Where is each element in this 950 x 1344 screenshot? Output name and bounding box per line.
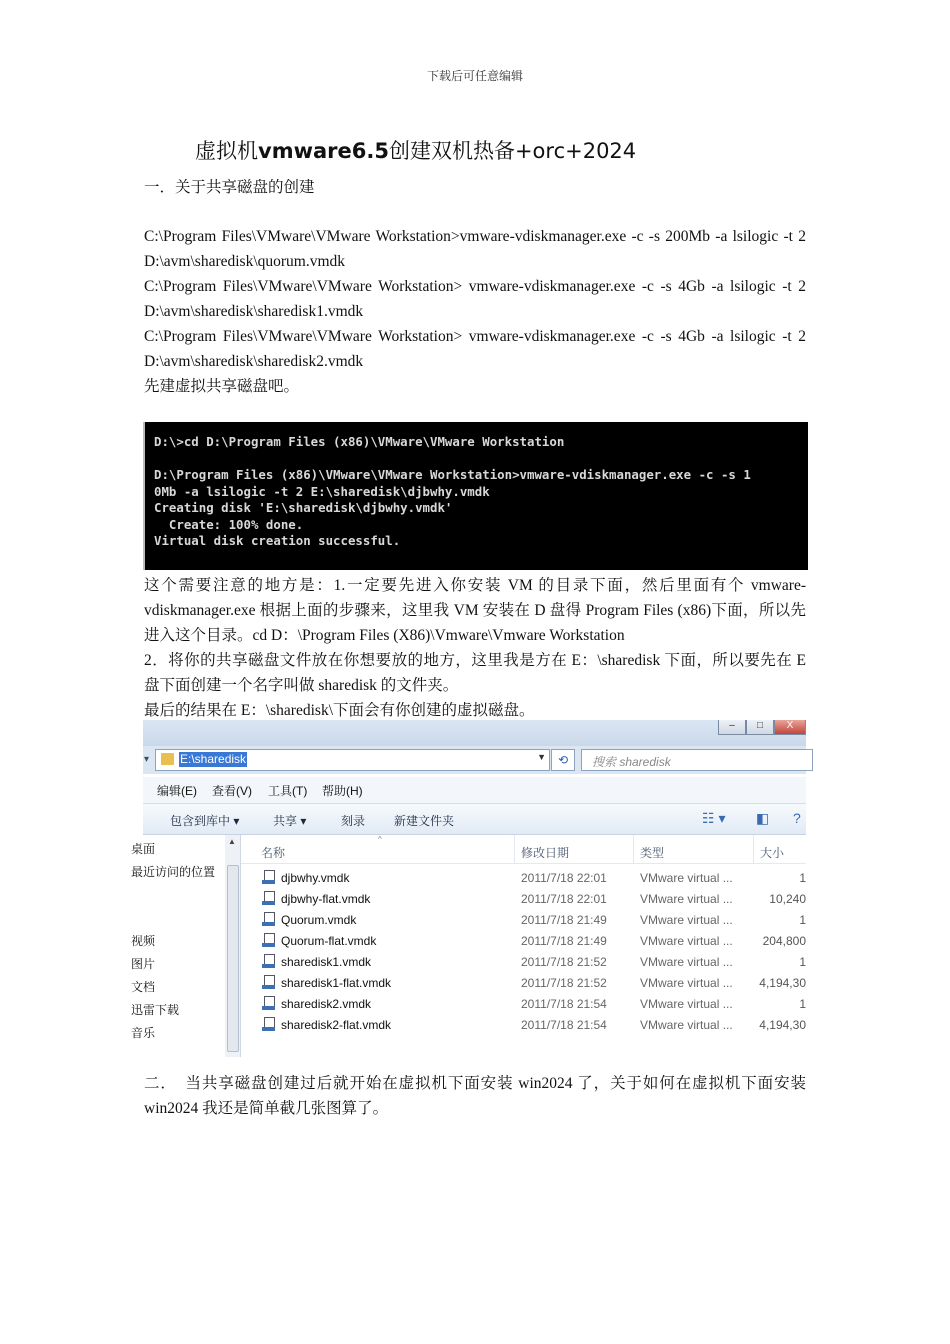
- vmdk-file-icon: [262, 1017, 275, 1032]
- file-size: 1: [799, 871, 806, 885]
- folder-icon: [161, 753, 174, 765]
- column-divider[interactable]: [514, 835, 515, 863]
- menu-view[interactable]: 查看(V): [212, 784, 252, 798]
- sort-arrow-icon: ^: [378, 835, 382, 844]
- file-type: VMware virtual ...: [640, 1018, 733, 1032]
- vmdk-file-icon: [262, 870, 275, 885]
- command-line: C:\Program Files\VMware\VMware Workstation> vmware-vdiskmanager.exe -c -s 4Gb -a lsilogic -t 2 D:\avm\sharedisk\sharedisk2.vmdk: [144, 328, 806, 370]
- console-screenshot: [143, 422, 808, 570]
- note-1: 这个需要注意的地方是：1.一定要先进入你安装 VM 的目录下面，然后里面有个 vmware-vdiskmanager.exe 根据上面的步骤来，这里我 VM 安装在 D 盘得 Program Files (x86)下面，所以先进入这个目录。cd D：\Program Files (X86)\Vmware\Vmware Workstation: [144, 577, 806, 644]
- column-type[interactable]: 类型: [640, 846, 665, 860]
- window-titlebar: [143, 720, 806, 746]
- file-row[interactable]: [241, 910, 806, 931]
- burn-button[interactable]: 刻录: [341, 814, 366, 828]
- menu-tools[interactable]: 工具(T): [268, 784, 308, 798]
- file-name: Quorum.vmdk: [281, 913, 357, 927]
- file-date: 2011/7/18 21:52: [521, 976, 607, 990]
- address-row: [143, 746, 806, 774]
- scroll-up-icon[interactable]: ▲: [228, 837, 236, 846]
- vmdk-file-icon: [262, 933, 275, 948]
- file-date: 2011/7/18 22:01: [521, 871, 607, 885]
- file-size: 4,194,30: [759, 976, 806, 990]
- search-placeholder: 搜索 sharedisk: [592, 755, 671, 769]
- vmdk-file-icon: [262, 912, 275, 927]
- preview-pane-icon[interactable]: ◧: [756, 810, 770, 826]
- nav-item-documents[interactable]: 文档: [131, 980, 156, 994]
- file-name: djbwhy.vmdk: [281, 871, 350, 885]
- file-name: sharedisk2-flat.vmdk: [281, 1018, 392, 1032]
- command-line: C:\Program Files\VMware\VMware Workstation>vmware-vdiskmanager.exe -c -s 200Mb -a lsilogic -t 2 D:\avm\sharedisk\quorum.vmdk: [144, 228, 806, 270]
- column-size[interactable]: 大小: [760, 846, 785, 860]
- column-divider[interactable]: [633, 835, 634, 863]
- vmdk-file-icon: [262, 891, 275, 906]
- nav-scrollbar[interactable]: [225, 835, 241, 1057]
- search-input[interactable]: [581, 749, 813, 771]
- command-toolbar: [143, 804, 806, 835]
- close-button[interactable]: X: [774, 720, 806, 735]
- column-header: [241, 835, 806, 864]
- address-bar[interactable]: [155, 749, 550, 771]
- scroll-thumb[interactable]: [227, 865, 239, 1052]
- menu-help[interactable]: 帮助(H): [322, 784, 363, 798]
- file-type: VMware virtual ...: [640, 892, 733, 906]
- column-divider[interactable]: [753, 835, 754, 863]
- share-button[interactable]: 共享 ▾: [273, 814, 307, 828]
- minimize-button[interactable]: –: [718, 720, 746, 735]
- nav-dropdown-icon[interactable]: ▾: [144, 754, 150, 765]
- address-text[interactable]: E:\sharedisk: [180, 752, 247, 766]
- file-date: 2011/7/18 21:54: [521, 1018, 607, 1032]
- nav-item-desktop[interactable]: 桌面: [131, 842, 156, 856]
- file-row[interactable]: [241, 973, 806, 994]
- document-title: [195, 135, 636, 165]
- command-list: [144, 224, 806, 399]
- intro-line: 先建虚拟共享磁盘吧。: [144, 378, 300, 395]
- file-type: VMware virtual ...: [640, 997, 733, 1011]
- chevron-down-icon[interactable]: ▼: [537, 752, 546, 762]
- navigation-pane: [131, 835, 226, 1057]
- file-name: sharedisk1-flat.vmdk: [281, 976, 392, 990]
- title-suffix: 创建双机热备+orc+2024: [388, 139, 637, 163]
- file-row[interactable]: [241, 889, 806, 910]
- nav-item-downloads[interactable]: 迅雷下载: [131, 1003, 180, 1017]
- file-date: 2011/7/18 21:54: [521, 997, 607, 1011]
- file-type: VMware virtual ...: [640, 934, 733, 948]
- column-name[interactable]: 名称: [261, 846, 286, 860]
- menu-bar: [143, 777, 806, 804]
- explorer-screenshot: [131, 720, 806, 1057]
- file-size: 4,194,30: [759, 1018, 806, 1032]
- file-size: 204,800: [762, 934, 806, 948]
- file-row[interactable]: [241, 952, 806, 973]
- vmdk-file-icon: [262, 996, 275, 1011]
- file-date: 2011/7/18 21:52: [521, 955, 607, 969]
- file-type: VMware virtual ...: [640, 871, 733, 885]
- file-name: sharedisk1.vmdk: [281, 955, 372, 969]
- title-bold: vmware6.5: [258, 139, 389, 163]
- vmdk-file-icon: [262, 975, 275, 990]
- file-type: VMware virtual ...: [640, 955, 733, 969]
- file-row[interactable]: [241, 931, 806, 952]
- section2-paragraph: 二． 当共享磁盘创建过后就开始在虚拟机下面安装 win2024 了，关于如何在虚拟机下面安装 win2024 我还是简单截几张图算了。: [144, 1075, 806, 1117]
- window-buttons: [718, 720, 806, 735]
- notes: [144, 573, 806, 723]
- section1-heading: 一．关于共享磁盘的创建: [144, 179, 315, 196]
- file-name: sharedisk2.vmdk: [281, 997, 372, 1011]
- file-name: djbwhy-flat.vmdk: [281, 892, 371, 906]
- refresh-icon[interactable]: ⟲: [551, 749, 575, 771]
- file-row[interactable]: [241, 868, 806, 889]
- help-icon[interactable]: ?: [793, 810, 801, 826]
- column-date[interactable]: 修改日期: [521, 846, 570, 860]
- title-prefix: 虚拟机: [195, 139, 258, 163]
- command-line: C:\Program Files\VMware\VMware Workstation> vmware-vdiskmanager.exe -c -s 4Gb -a lsilogic -t 2 D:\avm\sharedisk\sharedisk1.vmdk: [144, 278, 806, 320]
- vmdk-file-icon: [262, 954, 275, 969]
- file-date: 2011/7/18 22:01: [521, 892, 607, 906]
- view-options-icon[interactable]: ☷ ▾: [702, 810, 726, 826]
- file-size: 1: [799, 997, 806, 1011]
- file-row[interactable]: [241, 1015, 806, 1036]
- file-type: VMware virtual ...: [640, 976, 733, 990]
- file-name: Quorum-flat.vmdk: [281, 934, 377, 948]
- file-date: 2011/7/18 21:49: [521, 913, 607, 927]
- nav-item-pictures[interactable]: 图片: [131, 957, 156, 971]
- menu-edit[interactable]: 编辑(E): [157, 784, 197, 798]
- file-size: 1: [799, 913, 806, 927]
- file-row[interactable]: [241, 994, 806, 1015]
- file-size: 10,240: [769, 892, 806, 906]
- file-type: VMware virtual ...: [640, 913, 733, 927]
- console-text: D:\>cd D:\Program Files (x86)\VMware\VMware Workstation D:\Program Files (x86)\VMware\VMware Workstation>vmware-vdiskmanager.exe -c -s 1 0Mb -a lsilogic -t 2 E:\sharedisk\djbwhy.vmdk Creating disk 'E:\sharedisk\djbwhy.vmdk' Create: 100% done. Virtual disk creation successful.: [154, 434, 751, 548]
- page-header: 下载后可任意编辑: [426, 69, 523, 83]
- file-size: 1: [799, 955, 806, 969]
- include-in-library-button[interactable]: 包含到库中 ▾: [170, 814, 240, 828]
- new-folder-button[interactable]: 新建文件夹: [394, 814, 455, 828]
- note-3: 最后的结果在 E：\sharedisk\下面会有你创建的虚拟磁盘。: [144, 702, 535, 719]
- maximize-button[interactable]: □: [746, 720, 774, 735]
- nav-item-videos[interactable]: 视频: [131, 934, 156, 948]
- file-date: 2011/7/18 21:49: [521, 934, 607, 948]
- nav-item-recent[interactable]: 最近访问的位置: [131, 865, 216, 879]
- nav-item-music[interactable]: 音乐: [131, 1026, 156, 1040]
- note-2: 2．将你的共享磁盘文件放在你想要放的地方，这里我是方在 E：\sharedisk 下面，所以要先在 E 盘下面创建一个名字叫做 sharedisk 的文件夹。: [144, 652, 806, 694]
